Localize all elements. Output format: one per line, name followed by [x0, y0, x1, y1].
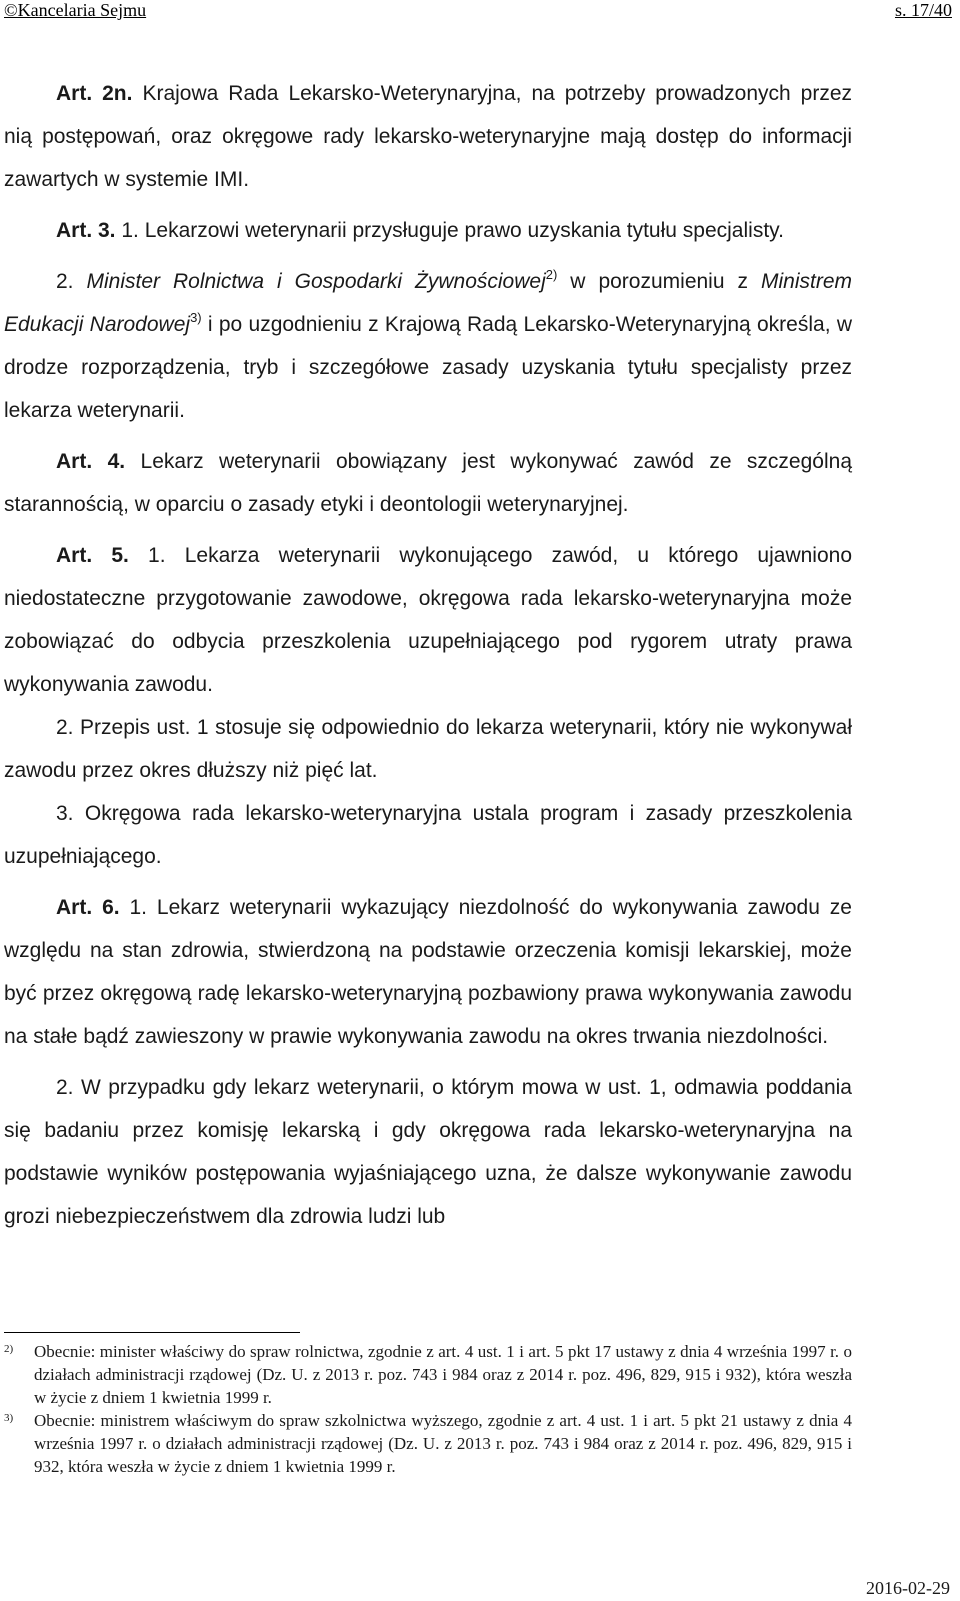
ministry-name: Ministrem Edukacji Narodowej — [4, 270, 853, 336]
article-number: Art. 6. — [56, 896, 120, 919]
article-number: Art. 2n. — [56, 82, 133, 105]
minister-name: Minister Rolnictwa i Gospodarki Żywnościowej — [73, 270, 546, 293]
footnote-2 — [4, 1340, 852, 1409]
article-5-par-1 — [4, 534, 852, 706]
article-text: Krajowa Rada Lekarsko-Weterynaryjna, na potrzeby prowadzonych przez nią postępowań, oraz okręgowe rady lekarsko-weterynaryjne mają dostęp do informacji zawartych w systemie IMI. — [4, 82, 853, 191]
footnote-text: Obecnie: minister właściwy do spraw rolnictwa, zgodnie z art. 4 ust. 1 i art. 5 pkt 17 ustawy z dnia 4 września 1997 r. o działach administracji rządowej (Dz. U. z 2013 r. poz. 743 i 984 oraz z 2014 r. poz. 496, 829, 915 i 932), która weszła w życie z dniem 1 kwietnia 1999 r. — [34, 1342, 852, 1407]
article-text: Lekarz weterynarii obowiązany jest wykonywać zawód ze szczególną starannością, w oparciu o zasady etyki i deontologii weterynaryjnej. — [4, 450, 852, 516]
footnote-mark: 3) — [4, 1412, 14, 1424]
paragraph-number: 1. — [121, 219, 139, 242]
paragraph-text: Lekarzowi weterynarii przysługuje prawo uzyskania tytułu specjalisty. — [138, 219, 784, 242]
document-body — [4, 72, 852, 1238]
paragraph-text: 3. Okręgowa rada lekarsko-weterynaryjna ustala program i zasady przeszkolenia uzupełniającego. — [4, 802, 852, 868]
paragraph-text: 2. Przepis ust. 1 stosuje się odpowiednio do lekarza weterynarii, który nie wykonywał zawodu przez okres dłuższy niż pięć lat. — [4, 716, 852, 782]
paragraph-text: 2. W przypadku gdy lekarz weterynarii, o którym mowa w ust. 1, odmawia poddania się badaniu przez komisję lekarską i gdy okręgowa rada lekarsko-weterynaryjna na podstawie wyników postępowania wyjaśniającego uzna, że dalsze wykonywanie zawodu grozi niebezpieczeństwem dla zdrowia ludzi lub — [4, 1076, 852, 1228]
footnote-ref-3[interactable]: 3) — [190, 310, 202, 325]
footnote-ref-2[interactable]: 2) — [545, 267, 558, 282]
footnote-3 — [4, 1409, 852, 1478]
article-number: Art. 3. — [56, 219, 116, 242]
article-2n — [4, 72, 852, 201]
article-3-par-1 — [4, 209, 852, 252]
article-number: Art. 5. — [56, 544, 129, 567]
article-6-par-1 — [4, 886, 852, 1058]
footnote-separator — [4, 1332, 300, 1333]
article-6-par-2 — [4, 1066, 852, 1238]
footnote-text: Obecnie: ministrem właściwym do spraw szkolnictwa wyższego, zgodnie z art. 4 ust. 1 i art. 5 pkt 21 ustawy z dnia 4 września 1997 r. o działach administracji rządowej (Dz. U. z 2013 r. poz. 743 i 984 oraz z 2014 r. poz. 496, 829, 915 i 932, która weszła w życie z dniem 1 kwietnia 1999 r. — [34, 1411, 852, 1476]
article-4 — [4, 440, 852, 526]
paragraph-number: 2. — [56, 270, 74, 293]
article-5-par-2 — [4, 706, 852, 792]
article-3-par-2 — [4, 260, 852, 432]
footnote-mark: 2) — [4, 1343, 14, 1355]
paragraph-text: i po uzgodnieniu z Krajową Radą Lekarsko-Weterynaryjną określa, w drodze rozporządzenia, tryb i szczegółowe zasady uzyskania tytułu specjalisty przez lekarza weterynarii. — [4, 313, 852, 422]
article-5-par-3 — [4, 792, 852, 878]
publisher-link[interactable]: ©Kancelaria Sejmu — [4, 0, 147, 20]
document-date: 2016-02-29 — [866, 1578, 950, 1598]
footnotes — [4, 1340, 852, 1478]
paragraph-text: 1. Lekarza weterynarii wykonującego zawód, u którego ujawniono niedostateczne przygotowanie zawodowe, okręgowa rada lekarsko-weterynaryjna może zobowiązać do odbycia przeszkolenia uzupełniającego pod rygorem utraty prawa wykonywania zawodu. — [4, 544, 853, 696]
paragraph-text: 1. Lekarz weterynarii wykazujący niezdolność do wykonywania zawodu ze względu na stan zdrowia, stwierdzoną na podstawie orzeczenia komisji lekarskiej, może być przez okręgową radę lekarsko-weterynaryjną pozbawiony prawa wykonywania zawodu na stałe bądź zawieszony w prawie wykonywania zawodu na okres trwania niezdolności. — [4, 896, 852, 1048]
page-header — [4, 0, 952, 28]
paragraph-text: w porozumieniu z — [557, 270, 761, 293]
article-number: Art. 4. — [56, 450, 126, 473]
page-number-link[interactable]: s. 17/40 — [894, 0, 952, 20]
